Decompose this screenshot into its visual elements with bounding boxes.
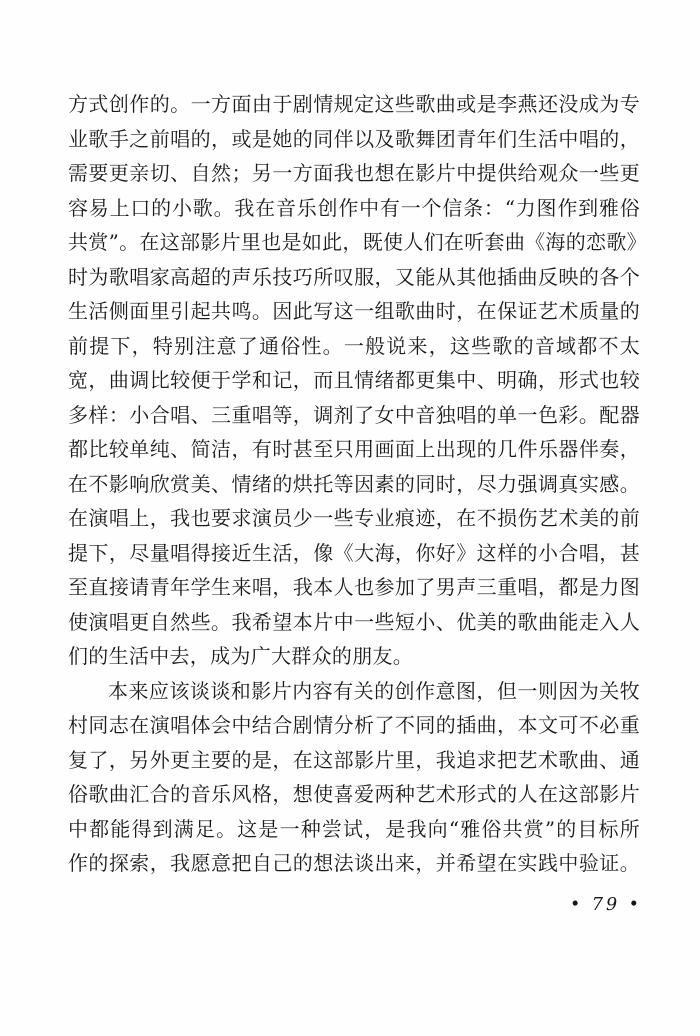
text-line: 至直接请青年学生来唱，我本人也参加了男声三重唱，都是力图: [68, 575, 640, 599]
text-line: 时为歌唱家高超的声乐技巧所叹服，又能从其他插曲反映的各个: [68, 264, 640, 289]
text-line: 共赏”。在这部影片里也是如此，既使人们在听套曲《海的恋歌》: [68, 230, 647, 254]
text-line: 俗歌曲汇合的音乐风格，想使喜爱两种艺术形式的人在这部影片: [68, 782, 640, 806]
text-line: 使演唱更自然些。我希望本片中一些短小、优美的歌曲能走入人: [68, 609, 640, 634]
text-line: 前提下，特别注意了通俗性。一般说来，这些歌的音域都不太: [68, 333, 640, 358]
text-line: 村同志在演唱体会中结合剧情分析了不同的插曲，本文可不必重: [68, 713, 640, 737]
text-line: 作的探索，我愿意把自己的想法谈出来，并希望在实践中验证。: [68, 851, 640, 875]
text-line: 中都能得到满足。这是一种尝试，是我向“雅俗共赏”的目标所: [68, 816, 640, 841]
text-line: 都比较单纯、简洁，有时甚至只用画面上出现的几件乐器伴奏，: [68, 437, 640, 461]
text-line: 本来应该谈谈和影片内容有关的创作意图，但一则因为关牧: [108, 678, 640, 703]
text-line: 们的生活中去，成为广大群众的朋友。: [68, 644, 414, 668]
text-line: 多样：小合唱、三重唱等，调剂了女中音独唱的单一色彩。配器: [68, 402, 640, 427]
text-line: 宽，曲调比较便于学和记，而且情绪都更集中、明确，形式也较: [68, 368, 640, 392]
text-line: 需要更亲切、自然；另一方面我也想在影片中提供给观众一些更: [68, 161, 640, 185]
page-number: • 79 •: [569, 895, 642, 915]
article-body: [68, 87, 647, 881]
text-line: 业歌手之前唱的，或是她的同伴以及歌舞团青年们生活中唱的，: [68, 126, 640, 151]
text-line: 在演唱上，我也要求演员少一些专业痕迹，在不损伤艺术美的前: [68, 506, 640, 530]
text-line: 生活侧面里引起共鸣。因此写这一组歌曲时，在保证艺术质量的: [68, 299, 640, 323]
text-line: 提下，尽量唱得接近生活，像《大海，你好》这样的小合唱，甚: [68, 540, 640, 565]
text-line: 在不影响欣赏美、情绪的烘托等因素的同时，尽力强调真实感。: [68, 471, 640, 496]
text-line: 容易上口的小歌。我在音乐创作中有一个信条：“力图作到雅俗: [68, 195, 640, 220]
text-line: 复了，另外更主要的是，在这部影片里，我追求把艺术歌曲、通: [68, 747, 640, 772]
text-line: 方式创作的。一方面由于剧情规定这些歌曲或是李燕还没成为专: [68, 92, 640, 116]
